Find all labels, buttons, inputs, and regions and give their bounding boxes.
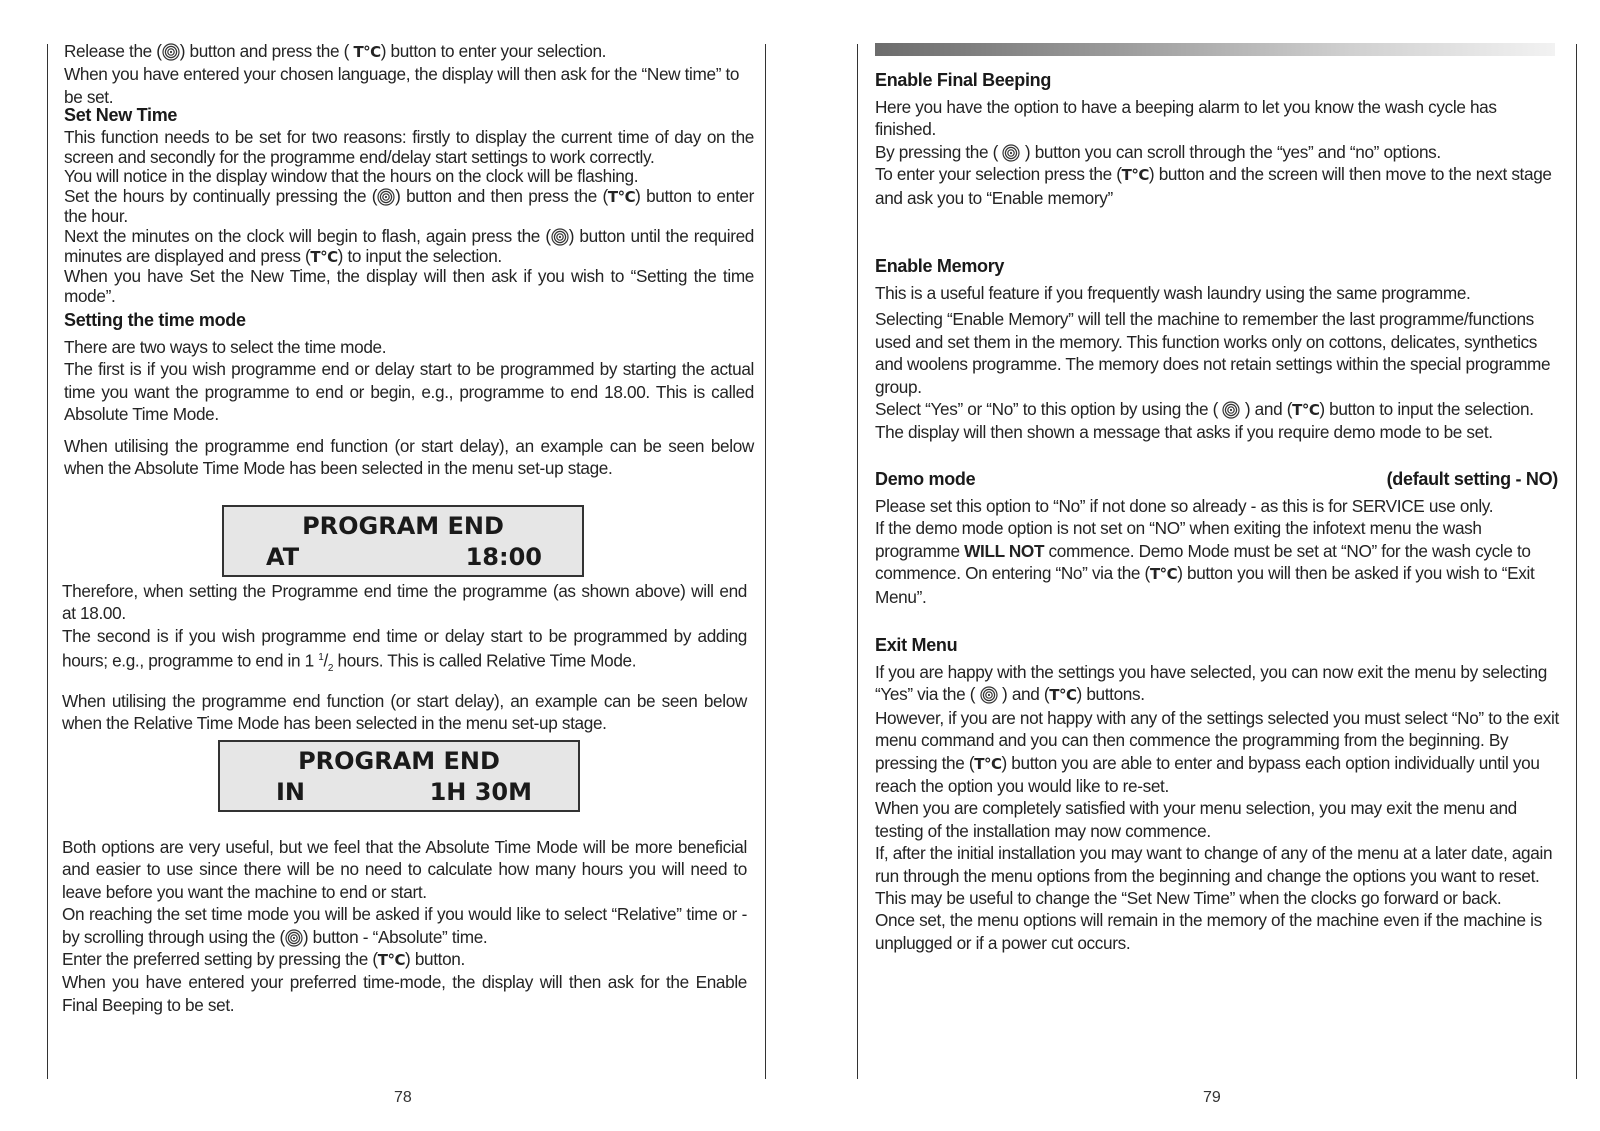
lcd-display-absolute: PROGRAM END AT 18:00 — [222, 505, 584, 577]
time-mode-middle: Therefore, when setting the Programme end time the programme (as shown above) will end at 18.00. The second is if you wish programme end time or delay start to be programmed by adding hours; e.g., programme to end in 1 $^1/_2$ hours. This is called Relative Time Mode. When utilising the programme end function (or start delay), an example can be seen below when the Relative Time Mode has been selected in the menu set-up stage. — [62, 581, 747, 734]
time-mode-intro: There are two ways to select the time mode. The first is if you wish programme end or delay start to be programmed by starting the actual time you want the programme to end or begin, e.g., programme to end 18.00. This is called Absolute Time Mode. When utilising the programme end function (or start delay), an example can be seen below when the Absolute Time Mode has been selected in the menu set-up stage. — [64, 337, 754, 479]
left-release-para: Release the ( ) button and press the ( T°C) button to enter your selection. When you have entered your chosen language, the display will then ask for the “New time” to be set. — [64, 41, 740, 107]
temp-icon: T°C — [1049, 686, 1077, 705]
temp-icon: T°C — [607, 187, 636, 206]
memory-body: This is a useful feature if you frequently wash laundry using the same programme. Selecting “Enable Memory” will tell the machine to remember the last programme/functions used and set them in the memory. This function works only on cottons, delicates, synthetics and woolens programme. The memory does not retain settings within the special programme group. Select “Yes” or “No” to this option by using the ( ) and (T°C) button to input the selection. The display will then shown a message that asks if you require demo mode to be set. — [875, 283, 1551, 443]
demo-mode-body: Please set this option to “No” if not done so already - as this is for SERVICE use only. If the demo mode option is not set on “NO” when exiting the infotext menu the wash programme WILL NOT commence. Demo Mode must be set at “NO” for the wash cycle to commence. On entering “No” via the (T°C) button you will then be asked if you wish to “Exit Menu”. — [875, 496, 1535, 607]
heading-time-mode: Setting the time mode — [64, 310, 246, 330]
final-beeping-body: Here you have the option to have a beeping alarm to let you know the wash cycle has finished. By pressing the ( ) button you can scroll through the “yes” and “no” options. To enter your selection press the (T°C) button and the screen will then move to the next stage and ask you to “Enable memory” — [875, 97, 1552, 208]
temp-icon: T°C — [377, 951, 406, 970]
temp-icon: T°C — [353, 43, 381, 61]
heading-final-beeping: Enable Final Beeping — [875, 70, 1052, 90]
heading-demo-mode: Demo mode — [875, 469, 976, 489]
left-page-right-rule — [765, 44, 766, 1079]
left-margin-rule — [47, 44, 48, 1079]
dial-icon — [285, 929, 303, 947]
heading-memory: Enable Memory — [875, 256, 1005, 276]
temp-icon: T°C — [974, 754, 1002, 773]
dial-icon — [162, 43, 180, 61]
right-margin-rule — [1576, 44, 1577, 1079]
lcd-display-relative: PROGRAM END IN 1H 30M — [218, 740, 580, 812]
dial-icon — [377, 188, 395, 206]
header-gradient-bar — [875, 43, 1555, 56]
set-new-time-body: This function needs to be set for two reasons: firstly to display the current time of day on the screen and secondly for the programme end/delay start settings to work correctly. You will notice in the display window that the hours on the clock will be flashing. Set the hours by continually pressing the ( ) button and then press the (T°C) button to enter the hour. Next the minutes on the clock will begin to flash, again press the ( ) button until the required minutes are displayed and press (T°C) to input the selection. When you have Set the New Time, the display will then ask if you wish to “Setting the time mode”. — [64, 127, 754, 306]
page-number-right: 79 — [1203, 1089, 1221, 1106]
temp-icon: T°C — [1292, 401, 1320, 420]
demo-default-setting: (default setting - NO) — [1386, 469, 1558, 489]
heading-set-new-time: Set New Time — [64, 105, 178, 125]
temp-icon: T°C — [1149, 565, 1178, 584]
dial-icon — [551, 228, 569, 246]
exit-menu-body: If you are happy with the settings you have selected, you can now exit the menu by selecting “Yes” via the ( ) and (T°C) buttons. However, if you are not happy with any of the settings selected you must select “No” to the exit menu command and you can then commence the programming from the beginning. By pressing the (T°C) button you are able to enter and bypass each option individually until you reach the option you would like to re-set. When you are completely satisfied with your menu selection, you may exit the menu and testing of the installation may now commence. If, after the initial installation you may want to change of any of the menu at a later date, again run through the menu options from the beginning and change the options you want to reset. This may be useful to change the “Set New Time” when the clocks go forward or back. Once set, the menu options will remain in the memory of the machine even if the machine is unplugged or if a power cut occurs. — [875, 662, 1559, 953]
time-mode-end: Both options are very useful, but we feel that the Absolute Time Mode will be more beneficial and easier to use since there will be no need to calculate how many hours you will need to leave before you want the machine to end or start. On reaching the set time mode you will be asked if you would like to select “Relative” time or - by scrolling through using the ( ) button - “Absolute” time. Enter the preferred setting by pressing the (T°C) button. When you have entered your preferred time-mode, the display will then ask for the Enable Final Beeping to be set. — [62, 837, 747, 1015]
dial-icon — [980, 686, 998, 704]
dial-icon — [1222, 401, 1240, 419]
page-number-left: 78 — [394, 1089, 412, 1106]
heading-exit-menu: Exit Menu — [875, 635, 958, 655]
temp-icon: T°C — [310, 247, 338, 266]
right-page-left-rule — [857, 44, 858, 1079]
temp-icon: T°C — [1121, 166, 1149, 185]
dial-icon — [1002, 144, 1020, 162]
